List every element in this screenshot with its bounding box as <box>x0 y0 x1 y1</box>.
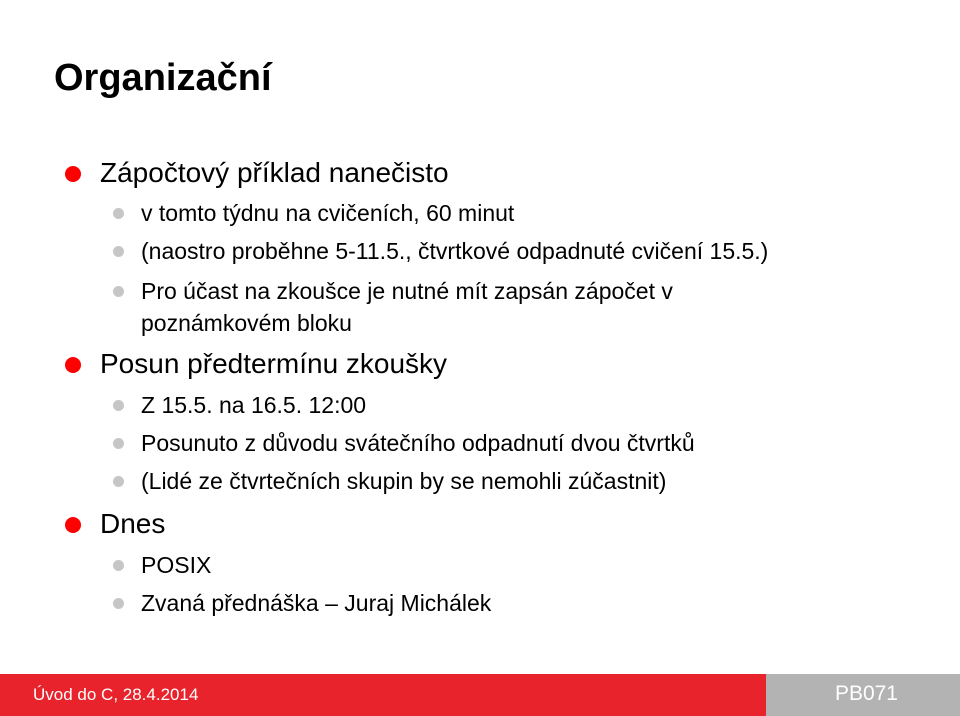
bullet-level1 <box>100 347 447 381</box>
gray-bullet-icon <box>113 598 124 609</box>
footer-right-panel <box>766 674 960 716</box>
gray-bullet-icon <box>113 246 124 257</box>
footer-course-code: PB071 <box>834 682 898 705</box>
bullet-text: Z 15.5. na 16.5. 12:00 <box>141 392 367 418</box>
footer-left-panel <box>0 674 766 716</box>
bullet-text-line: poznámkovém bloku <box>141 310 352 336</box>
bullet-text: Posun předtermínu zkoušky <box>100 348 448 379</box>
bullet-level2 <box>141 391 366 419</box>
bullet-level1 <box>100 156 449 190</box>
bullet-text: (Lidé ze čtvrtečních skupin by se nemohli zúčastnit) <box>141 468 667 494</box>
bullet-text: v tomto týdnu na cvičeních, 60 minut <box>141 200 515 226</box>
bullet-text-line: Pro účast na zkoušce je nutné mít zapsán zápočet v <box>141 278 673 304</box>
bullet-level2 <box>141 467 666 495</box>
gray-bullet-icon <box>113 208 124 219</box>
red-bullet-icon <box>65 166 81 182</box>
bullet-level2 <box>141 277 673 305</box>
bullet-level2 <box>141 199 514 227</box>
slide-title: Organizační <box>54 57 272 99</box>
bullet-level2 <box>141 589 491 617</box>
bullet-level2 <box>141 237 768 265</box>
footer-course-date: Úvod do C, 28.4.2014 <box>33 685 199 704</box>
gray-bullet-icon <box>113 476 124 487</box>
bullet-level2 <box>141 551 211 579</box>
bullet-text: Zápočtový příklad nanečisto <box>100 157 449 188</box>
gray-bullet-icon <box>113 560 124 571</box>
gray-bullet-icon <box>113 400 124 411</box>
bullet-level2-continuation <box>141 309 352 337</box>
bullet-text: (naostro proběhne 5-11.5., čtvrtkové odpadnuté cvičení 15.5.) <box>141 238 769 264</box>
bullet-level1 <box>100 507 165 541</box>
bullet-text: Dnes <box>100 508 166 539</box>
bullet-level2 <box>141 429 695 457</box>
red-bullet-icon <box>65 517 81 533</box>
gray-bullet-icon <box>113 286 124 297</box>
bullet-text: Zvaná přednáška – Juraj Michálek <box>141 590 492 616</box>
bullet-text: POSIX <box>141 552 212 578</box>
bullet-text: Posunuto z důvodu svátečního odpadnutí dvou čtvrtků <box>141 430 695 456</box>
red-bullet-icon <box>65 357 81 373</box>
gray-bullet-icon <box>113 438 124 449</box>
footer-bar <box>0 674 960 716</box>
